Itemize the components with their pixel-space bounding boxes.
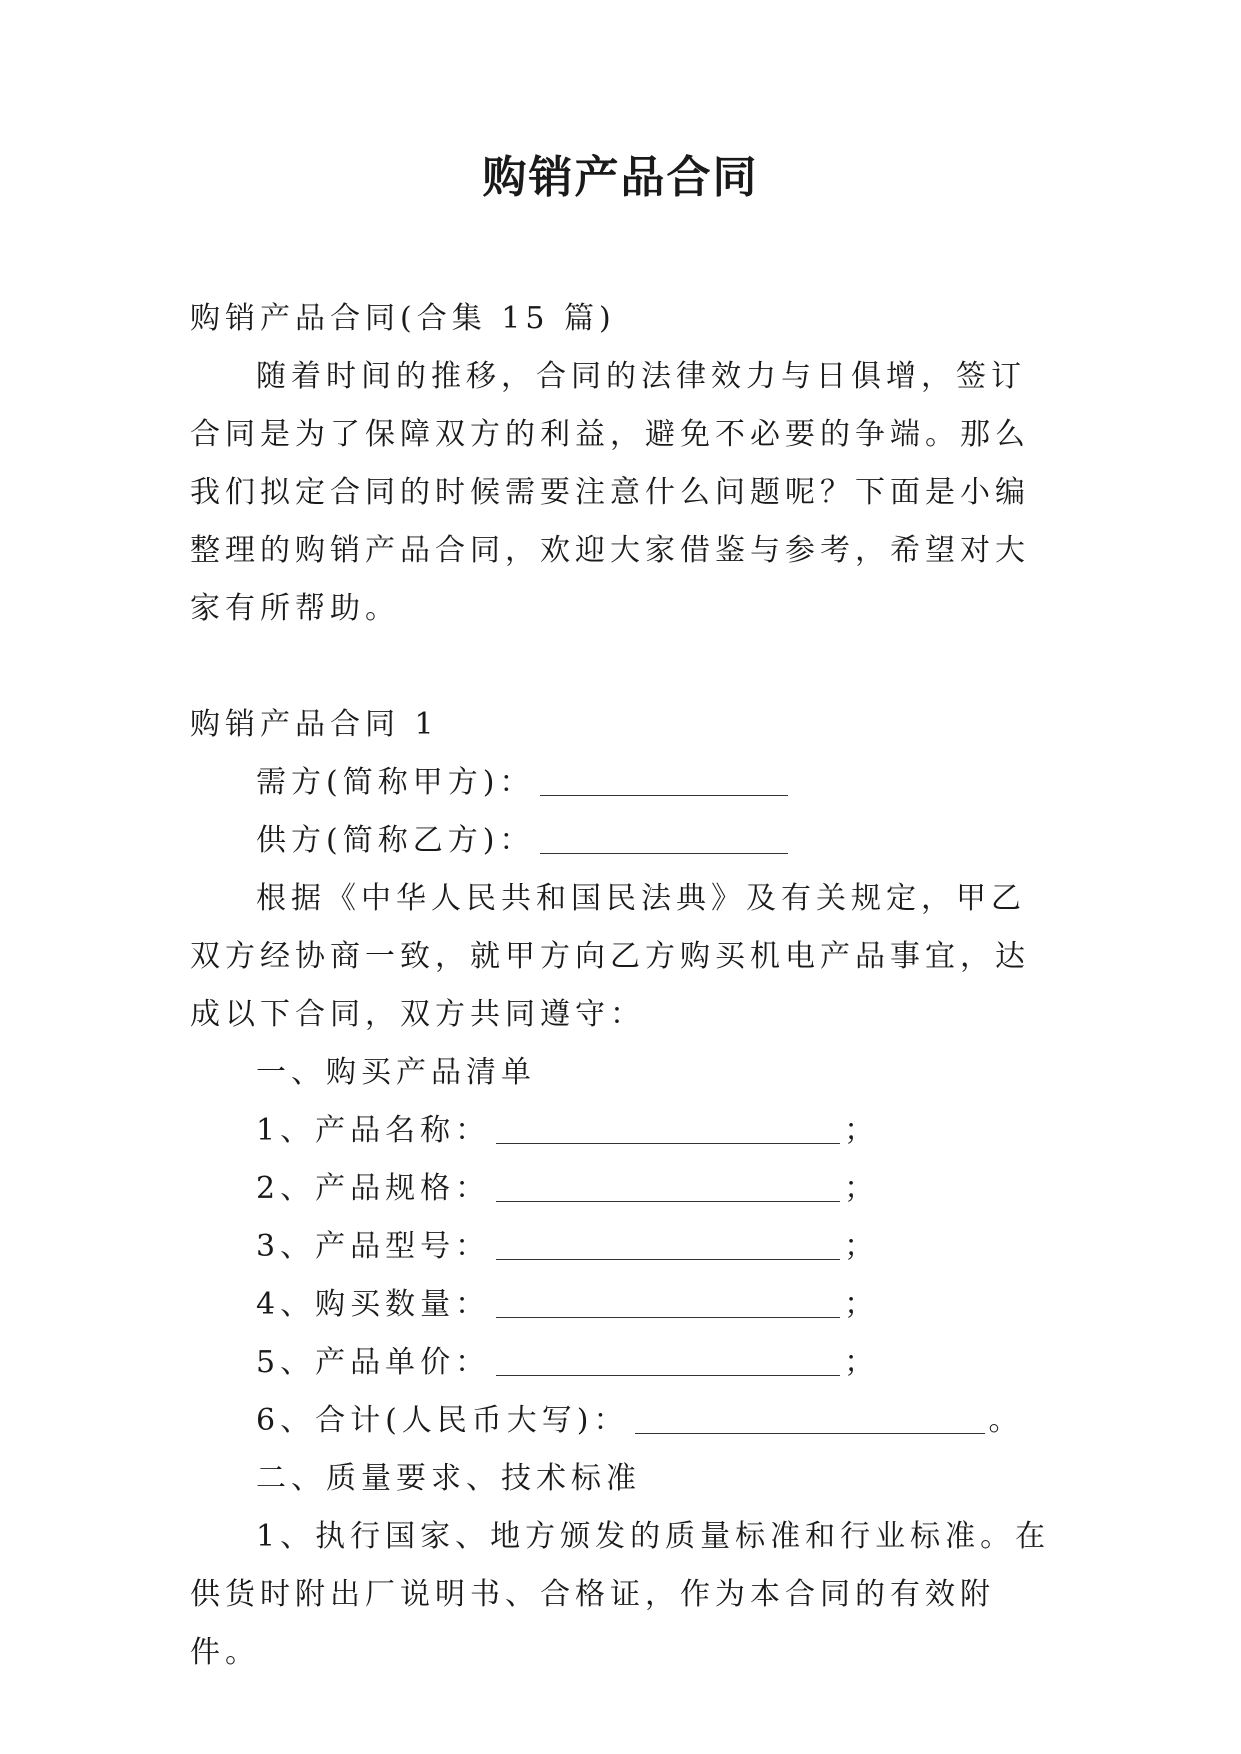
clause-2-heading: 二、质量要求、技术标准 [256,1461,641,1496]
item-blank [496,1287,840,1318]
total-label: 6、合计(人民币大写)： [256,1403,629,1438]
item-label: 3、产品型号： [256,1229,491,1264]
item-line [190,1102,1054,1160]
item-blank [496,1171,840,1202]
total-blank [635,1403,985,1434]
total-end: 。 [988,1403,1024,1438]
item-line [190,1276,1054,1334]
item-end: ； [844,1171,880,1206]
party-a-label: 需方(简称甲方)： [256,765,535,800]
document-title: 购销产品合同 [482,152,759,203]
party-a-line [190,754,1054,812]
section-heading: 购销产品合同 1 [190,707,439,742]
intro-paragraph: 随着时间的推移，合同的法律效力与日俱增，签订合同是为了保障双方的利益，避免不必要的争端。那么我们拟定合同的时候需要注意什么问题呢？下面是小编整理的购销产品合同，欢迎大家借鉴与参考，希望对大家有所帮助。 [190,359,1030,626]
item-end: ； [844,1113,880,1148]
basis-paragraph: 根据《中华人民共和国民法典》及有关规定，甲乙双方经协商一致，就甲方向乙方购买机电产品事宜，达成以下合同，双方共同遵守： [190,881,1030,1032]
item-line [190,1218,1054,1276]
document-body [190,290,1054,1682]
document-subtitle: 购销产品合同(合集 15 篇) [190,301,616,336]
item-line [190,1334,1054,1392]
item-label: 1、产品名称： [256,1113,491,1148]
item-line [190,1160,1054,1218]
item-end: ； [844,1345,880,1380]
total-line [190,1392,1054,1450]
item-label: 5、产品单价： [256,1345,491,1380]
item-blank [496,1229,840,1260]
clause-1-heading: 一、购买产品清单 [256,1055,536,1090]
item-blank [496,1345,840,1376]
item-label: 2、产品规格： [256,1171,491,1206]
party-b-line [190,812,1054,870]
party-a-blank [540,765,788,796]
clause-2-item-1: 1、执行国家、地方颁发的质量标准和行业标准。在供货时附出厂说明书、合格证，作为本合同的有效附件。 [190,1519,1051,1670]
party-b-label: 供方(简称乙方)： [256,823,535,858]
item-end: ； [844,1287,880,1322]
party-b-blank [540,823,788,854]
item-blank [496,1113,840,1144]
item-end: ； [844,1229,880,1264]
item-label: 4、购买数量： [256,1287,491,1322]
